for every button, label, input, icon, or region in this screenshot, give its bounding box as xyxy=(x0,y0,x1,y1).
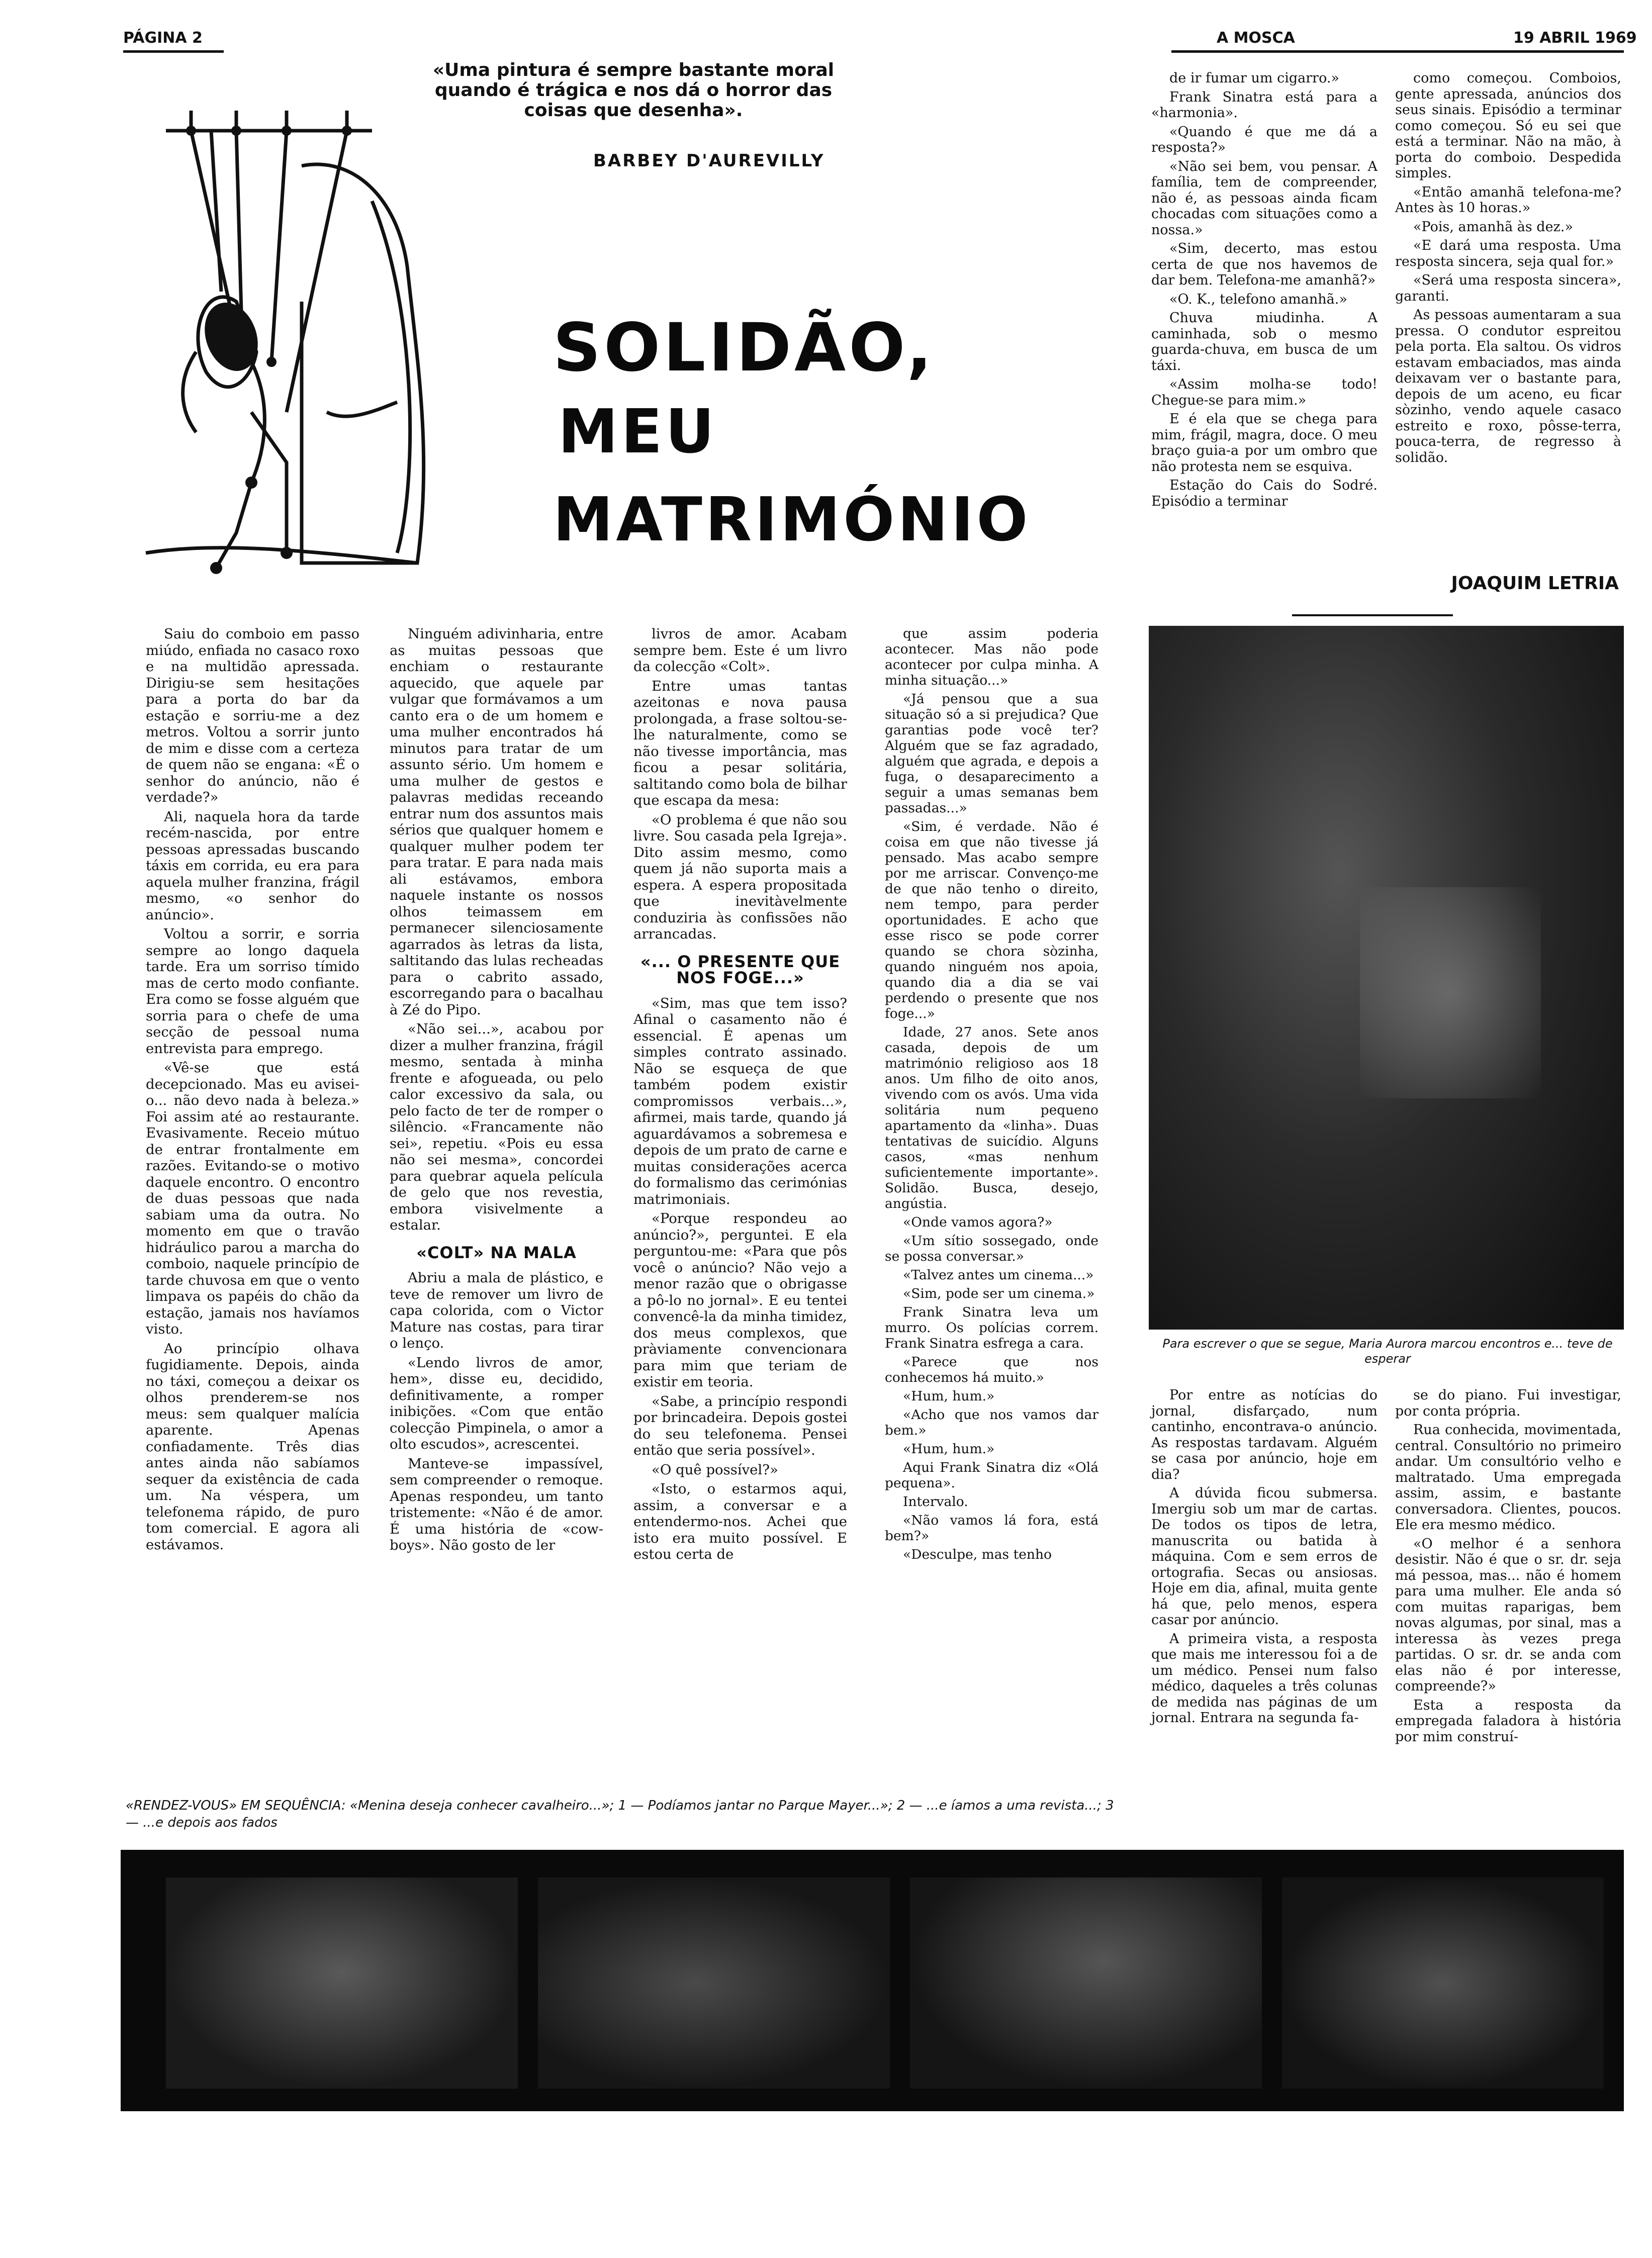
article-column-6-top xyxy=(1395,70,1621,568)
paragraph: Saiu do comboio em passo miúdo, enfiada no casaco roxo e na multidão apressada. Dirigiu-se sem hesitações para a porta do bar da estação e sorriu-me a dez metros. Voltou a sorrir junto de mim e disse com a certeza de quem não se engana: «É o senhor do anúncio, não é verdade?» xyxy=(146,626,359,805)
paragraph: Idade, 27 anos. Sete anos casada, depois de um matrimónio religioso aos 18 anos. Um filho de oito anos, vivendo com os avós. Uma vida solitária num pequeno apartamento da «linha». Duas tentativas de suicídio. Alguns casos, «mas nenhum suficientemente importante». Solidão. Busca, desejo, angústia. xyxy=(885,1024,1098,1211)
paragraph: «Já pensou que a sua situação só a si prejudica? Que garantias pode você ter? Alguém que se faz agradado, alguém que agrada, e depois a fuga, o desaparecimento a seguir a umas semanas bem passadas...» xyxy=(885,691,1098,816)
paragraph: Abriu a mala de plástico, e teve de remover um livro de capa colorida, com o Victor Mature nas costas, para tirar o lenço. xyxy=(390,1270,603,1351)
paragraph: «Hum, hum.» xyxy=(903,1441,995,1457)
subheading-colt: «COLT» NA MALA xyxy=(416,1243,577,1262)
paragraph: «Lendo livros de amor, hem», disse eu, decidido, definitivamente, a romper inibições. «Com que então colecção Pimpinela, o amor a olto escudos», acrescentei. xyxy=(390,1354,603,1452)
paragraph: «Sim, decerto, mas estou certa de que nos havemos de dar bem. Telefona-me amanhã?» xyxy=(1151,241,1378,288)
epigraph-quote: «Uma pintura é sempre bastante moral quando é trágica e nos dá o horror das coisas que desenha». xyxy=(432,60,835,121)
paragraph: como começou. Comboios, gente apressada, anúncios dos seus sinais. Episódio a terminar como começou. Só eu sei que está a terminar. Não na mão, à porta do comboio. Despedida simples. xyxy=(1395,70,1621,181)
paragraph: «Sim, mas que tem isso? Afinal o casamento não é essencial. É apenas um simples contrato assinado. Não se esqueça de que também podem existir compromissos verbais...», afirmei, mais tarde, quando já aguardávamos a sobremesa e depois de um prato de carne e muitas considerações acerca do formalismo das cerimónias matrimoniais. xyxy=(633,995,847,1207)
paragraph: «Não vamos lá fora, está bem?» xyxy=(885,1513,1098,1544)
paragraph: «Pois, amanhã às dez.» xyxy=(1413,219,1573,235)
paragraph: «Sim, pode ser um cinema.» xyxy=(903,1286,1095,1301)
header-rule-right xyxy=(1171,50,1624,53)
issue-date: 19 ABRIL 1969 xyxy=(1513,29,1637,47)
strip-photo-1 xyxy=(166,1877,518,2089)
paragraph: «Isto, o estarmos aqui, assim, a conversar e a entendermo-nos. Achei que isto era muito possível. E estou certa de xyxy=(633,1481,847,1562)
paragraph: Por entre as notícias do jornal, disfarçado, num cantinho, encontrava-o anúncio. As respostas tardavam. Alguém se casa por anúncio, hoje em dia? xyxy=(1151,1387,1378,1482)
article-column-3 xyxy=(633,626,847,1568)
paragraph: se do piano. Fui investigar, por conta própria. xyxy=(1395,1387,1621,1419)
article-column-1 xyxy=(146,626,359,1568)
paragraph: «Hum, hum.» xyxy=(903,1388,995,1404)
strip-photo-4 xyxy=(1282,1877,1604,2089)
paragraph: «E dará uma resposta. Uma resposta sincera, seja qual for.» xyxy=(1395,238,1621,269)
rendezvous-caption: «RENDEZ-VOUS» EM SEQUÊNCIA: «Menina deseja conhecer cavalheiro...»; 1 — Podíamos jantar no Parque Mayer...»; 2 — ...e íamos a uma revista...; 3 — ...e depois aos fados xyxy=(126,1798,1114,1830)
publication-name: A MOSCA xyxy=(1217,29,1295,47)
paragraph: «Vê-se que está decepcionado. Mas eu avisei-o... não devo nada à beleza.» Foi assim até ao restaurante. Evasivamente. Receio mútuo de entrar frontalmente em razões. Evitando-se o motivo daquele encontro. O encontro de duas pessoas que nada sabiam uma da outra. No momento em que o travão hidráulico parou a marcha do comboio, naquele princípio de tarde chuvosa em que o vento limpava os papéis do chão da estação, jamais nos havíamos visto. xyxy=(146,1060,359,1337)
paragraph: «Não sei bem, vou pensar. A família, tem de compreender, não é, as pessoas ainda ficam chocadas com situações como a nossa.» xyxy=(1151,158,1378,238)
paragraph: Voltou a sorrir, e sorria sempre ao longo daquela tarde. Era um sorriso tímido mas de certo modo confiante. Era como se fosse alguém que sorria para o chefe de uma secção de pessoal numa entrevista para emprego. xyxy=(146,926,359,1057)
header-rule-left xyxy=(123,50,224,53)
paragraph: Esta a resposta da empregada faladora à história por mim construí- xyxy=(1395,1697,1621,1745)
paragraph: «Quando é que me dá a resposta?» xyxy=(1151,124,1378,155)
paragraph: Entre umas tantas azeitonas e nova pausa prolongada, a frase soltou-se-lhe naturalmente, como se não tivesse importância, mas ficou a pesar solitária, saltitando como bola de bilhar que escapa da mesa: xyxy=(633,678,847,808)
paragraph: Chuva miudinha. A caminhada, sob o mesmo guarda-chuva, em busca de um táxi. xyxy=(1151,310,1378,373)
subheading-presente: «... O PRESENTE QUE NOS FOGE...» xyxy=(640,952,841,987)
article-column-5-top xyxy=(1151,70,1378,603)
paragraph: «Onde vamos agora?» xyxy=(903,1214,1053,1230)
photo-caption: Para escrever o que se segue, Maria Aurora marcou encontros e... teve de esperar xyxy=(1162,1337,1613,1366)
paragraph: «Desculpe, mas tenho xyxy=(903,1547,1052,1562)
paragraph: Ali, naquela hora da tarde recém-nascida, por entre pessoas apressadas buscando táxis em corrida, eu era para aquela mulher franzina, frágil mesmo, «o senhor do anúncio». xyxy=(146,808,359,923)
photo-highlight xyxy=(1360,887,1541,1098)
paragraph: «Sim, é verdade. Não é coisa em que não tivesse já pensado. Mas acabo sempre por me arriscar. Convenço-me de que não tenho o direito, nem tempo, para perder oportunidades. E acho que esse risco se pode correr quando se chora sòzinha, quando ninguém nos apoia, quando dia a dia se vai perdendo o presente que nos foge...» xyxy=(885,819,1098,1021)
paragraph: Estação do Cais do Sodré. Episódio a terminar xyxy=(1151,478,1378,509)
paragraph: «Não sei...», acabou por dizer a mulher franzina, frágil mesmo, sentada à minha frente e afogueada, ou pelo calor excessivo da sala, ou pelo facto de ter de romper o silêncio. «Francamente não sei», repetiu. «Pois eu essa não sei mesma», concordei para quebrar aquela película de gelo que nos revestia, embora visivelmente a estalar. xyxy=(390,1021,603,1233)
paragraph: «O melhor é a senhora desistir. Não é que o sr. dr. seja má pessoa, mas... não é homem para uma mulher. Ele anda só com muitas raparigas, bem novas algumas, por sinal, mas a interessa às vezes prega partidas. O sr. dr. se anda com elas não é por interesse, compreende?» xyxy=(1395,1536,1621,1694)
paragraph: A dúvida ficou submersa. Imergiu sob um mar de cartas. De todos os tipos de letra, manuscrita ou batida à máquina. Com e sem erros de ortografia. Secas ou ansiosas. Hoje em dia, afinal, muita gente há que, pelo menos, espera casar por anúncio. xyxy=(1151,1485,1378,1628)
paragraph: «Parece que nos conhecemos há muito.» xyxy=(885,1354,1098,1385)
headline-line-1: SOLIDÃO, xyxy=(553,309,935,387)
paragraph: «Então amanhã telefona-me? Antes às 10 horas.» xyxy=(1395,184,1621,216)
article-column-4 xyxy=(885,626,1098,1568)
photo-strip xyxy=(121,1850,1624,2111)
paragraph: «Talvez antes um cinema...» xyxy=(903,1267,1094,1283)
paragraph: A primeira vista, a resposta que mais me interessou foi a de um médico. Pensei num falso médico, daqueles a três colunas de medida nas páginas de um jornal. Entrara na segunda fa- xyxy=(1151,1631,1378,1726)
paragraph: Ao princípio olhava fugidiamente. Depois, ainda no táxi, começou a deixar os olhos prenderem-se nos meus: sem qualquer malícia aparente. Apenas confiadamente. Três dias antes ainda não sabíamos sequer da existência de cada um. Na véspera, um telefonema rápido, de puro tom comercial. E agora ali estávamos. xyxy=(146,1340,359,1553)
article-column-5-bottom xyxy=(1151,1387,1378,1726)
paragraph: «Sabe, a princípio respondi por brincadeira. Depois gostei do seu telefonema. Pensei então que seria possível». xyxy=(633,1393,847,1458)
paragraph: «Acho que nos vamos dar bem.» xyxy=(885,1407,1098,1438)
paragraph: Manteve-se impassível, sem compreender o remoque. Apenas respondeu, um tanto tristemente: «Não é de amor. É uma história de «cow-boys». Não gosto de ler xyxy=(390,1455,603,1553)
epigraph-author: BARBEY D'AUREVILLY xyxy=(593,151,825,171)
paragraph: Frank Sinatra leva um murro. Os polícias correm. Frank Sinatra esfrega a cara. xyxy=(885,1304,1098,1351)
strip-photo-3 xyxy=(910,1877,1262,2089)
paragraph: «O. K., telefono amanhã.» xyxy=(1169,291,1347,307)
paragraph: «Será uma resposta sincera», garanti. xyxy=(1395,272,1621,304)
paragraph: «O quê possível?» xyxy=(652,1461,778,1478)
paragraph: Ninguém adivinharia, entre as muitas pessoas que enchiam o restaurante aquecido, que aquele par vulgar que formávamos a um canto era o de um homem e uma mulher encontrados há minutos para tratar de um assunto sério. Um homem e uma mulher de gestos e palavras medidas receando entrar num dos assuntos mais sérios que qualquer homem e qualquer mulher podem ter para tratar. E para nada mais ali estávamos, embora naquele instante os nossos olhos teimassem em permanecer silenciosamente agarrados às letras da lista, saltitando das lulas recheadas para o cabrito assado, escorregando para o bacalhau à Zé do Pipo. xyxy=(390,626,603,1018)
paragraph: Aqui Frank Sinatra diz «Olá pequena». xyxy=(885,1460,1098,1491)
paragraph: As pessoas aumentaram a sua pressa. O condutor espreitou pela porta. Ela saltou. Os vidros estavam embaciados, mas ainda deixavam ver o bastante para, depois de um aceno, eu ficar sòzinho, vendo aquele casaco estreito e roxo, pôsse-terra, pouca-terra, de regresso à solidão. xyxy=(1395,307,1621,465)
paragraph: «O problema é que não sou livre. Sou casada pela Igreja». Dito assim mesmo, como quem já não suporta mais a espera. A espera propositada que inevitàvelmente conduziria às confissões não arrancadas. xyxy=(633,811,847,942)
paragraph: «Assim molha-se todo! Chegue-se para mim.» xyxy=(1151,377,1378,408)
article-photo xyxy=(1149,626,1624,1330)
paragraph: livros de amor. Acabam sempre bem. Este é um livro da colecção «Colt». xyxy=(633,626,847,675)
article-column-6-bottom xyxy=(1395,1387,1621,1745)
paragraph: Rua conhecida, movimentada, central. Consultório no primeiro andar. Um consultório velho e maltratado. Uma empregada assim, assim, e bastante conversadora. Clientes, poucos. Ele era mesmo médico. xyxy=(1395,1422,1621,1533)
paragraph: E é ela que se chega para mim, frágil, magra, doce. O meu braço guia-a por um ombro que não protesta nem se esquiva. xyxy=(1151,411,1378,475)
paragraph: Intervalo. xyxy=(903,1494,968,1510)
signature-rule xyxy=(1292,614,1453,616)
article-column-2 xyxy=(390,626,603,1568)
strip-photo-2 xyxy=(538,1877,890,2089)
paragraph: «Um sítio sossegado, onde se possa conversar.» xyxy=(885,1233,1098,1264)
marionette-illustration xyxy=(136,101,447,583)
headline-line-3: MATRIMÓNIO xyxy=(553,485,1031,555)
paragraph: que assim poderia acontecer. Mas não pode acontecer por culpa minha. A minha situação...» xyxy=(885,626,1098,688)
paragraph: Frank Sinatra está para a «harmonia». xyxy=(1151,89,1378,121)
page-number: PÁGINA 2 xyxy=(123,29,203,47)
paragraph: de ir fumar um cigarro.» xyxy=(1169,70,1339,86)
paragraph: «Porque respondeu ao anúncio?», perguntei. E ela perguntou-me: «Para que pôs você o anúncio? Não vejo a menor razão que o obrigasse a pô-lo no jornal». E eu tentei convencê-la da minha timidez, dos meus complexos, que pràviamente convencionara para mim que teriam de existir em teoria. xyxy=(633,1210,847,1390)
headline-line-2: MEU xyxy=(558,397,717,467)
author-signature: JOAQUIM LETRIA xyxy=(1451,573,1619,594)
